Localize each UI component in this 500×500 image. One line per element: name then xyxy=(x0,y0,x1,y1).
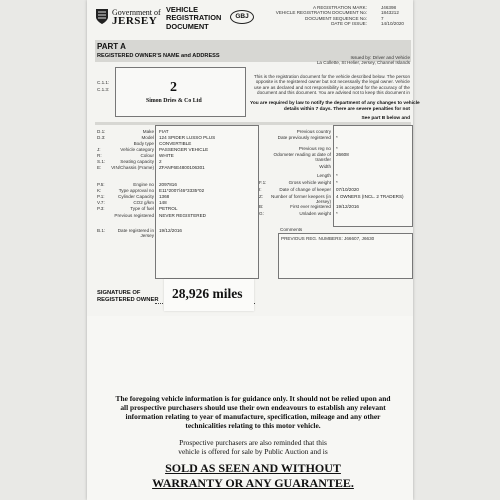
info-line: This is the registration document for the vehicle described below. The person xyxy=(253,74,410,79)
date-of-issue: 14/10/2020 xyxy=(381,21,404,27)
disclaimer-line: The foregoing vehicle information is for guidance only. It should not be relied upon and xyxy=(115,394,391,403)
vehicle-field-label: Model xyxy=(141,135,154,140)
legal-text xyxy=(250,101,420,112)
right-field-label: Gross vehicle weight xyxy=(288,180,331,185)
info-line: document and this document. You are advised not to keep this document in xyxy=(257,90,410,96)
auction-paragraph xyxy=(95,438,411,456)
comments-text: PREVIOUS REG. NUMBERS: J66607, J6630 xyxy=(281,236,375,241)
vehicle-field-value: E11*2007/46*3335*02 xyxy=(159,188,205,193)
right-field-label: First ever registered xyxy=(290,204,331,209)
vehicle-field-code: P.3: xyxy=(97,206,105,211)
vehicle-field-label: Previous registered xyxy=(114,213,154,218)
right-field-label: Number of former keepers (in Jersey) xyxy=(271,194,331,204)
vehicle-field-code: S.1: xyxy=(97,159,106,164)
doc-title-line: VEHICLE xyxy=(166,5,199,14)
c-code: C.1.3: xyxy=(97,87,110,92)
sequence-number: 7 xyxy=(381,15,384,21)
right-field-label: Date previously registered xyxy=(277,135,331,140)
disclaimer-line: all prospective purchasers should use their own endeavours to establish any relevant xyxy=(120,403,386,412)
right-field-value: 4 OWNERS (INCL. 2 TRADERS) xyxy=(336,194,404,199)
vehicle-field-label: Seating capacity xyxy=(120,159,154,164)
right-field-code: F.1: xyxy=(259,180,267,185)
vehicle-field-value: 124 SPIDER LUSSO PLUS xyxy=(159,135,216,140)
legal-line: details within 7 days. There are severe penalties for not xyxy=(283,106,410,112)
jersey-crest-icon xyxy=(95,8,109,25)
vehicle-field-code: V.7: xyxy=(97,200,105,205)
right-field-code: B: xyxy=(259,204,264,209)
right-field-value: * xyxy=(336,146,338,151)
doc-title-line: REGISTRATION xyxy=(166,13,222,23)
right-field-label: Width xyxy=(319,164,331,169)
right-fields-box xyxy=(333,125,413,227)
vehicle-field-code: D.3: xyxy=(97,135,106,140)
gov-line2: JERSEY xyxy=(112,15,158,27)
issued-by xyxy=(300,55,410,66)
country-code: GBJ xyxy=(235,13,249,20)
banner-text: SOLD AS SEEN AND WITHOUT xyxy=(165,461,341,475)
ref-label: DATE OF ISSUE: xyxy=(331,21,367,27)
mileage-text: 28,926 miles xyxy=(172,286,243,301)
ref-labels xyxy=(262,5,367,27)
vehicle-field-value: FIAT xyxy=(159,129,169,134)
right-field-value: 07/10/2020 xyxy=(336,187,359,192)
vehicle-field-value: 2097816 xyxy=(159,182,177,187)
banner-line xyxy=(95,461,411,476)
right-field-label: Date of change of keeper xyxy=(279,187,331,192)
right-field-label: Odometer reading at date of transfer xyxy=(273,152,331,162)
vehicle-field-code: P.1: xyxy=(97,194,105,199)
vehicle-field-value: 2 xyxy=(159,159,162,164)
issuer-address: La Collette, St Helier, Jersey, Channel Islands xyxy=(316,60,410,66)
part-a-title: PART A xyxy=(97,42,126,51)
ref-label: DOCUMENT SEQUENCE No: xyxy=(305,15,367,21)
vehicle-field-label: Colour xyxy=(140,153,154,158)
ref-values xyxy=(381,5,404,27)
disclaimer-line: information relating to year of manufacture, specification, mileage and any other xyxy=(125,412,381,421)
doc-title-line: DOCUMENT xyxy=(166,21,209,31)
vehicle-field-value: 19/12/2016 xyxy=(159,228,182,233)
right-field-value: * xyxy=(336,135,338,140)
issued-by-text: Issued by: Driver and Vehicle xyxy=(350,55,410,60)
right-field-label: Length xyxy=(316,173,331,178)
vehicle-field-value: ZFANF6E4800106301 xyxy=(159,165,205,170)
vehicle-field-label: Body type xyxy=(133,141,154,146)
vehicle-field-code: K: xyxy=(97,188,102,193)
legal-line: You are required by law to notify the department of any changes to vehicle xyxy=(250,101,420,106)
info-text xyxy=(250,74,410,96)
vehicle-field-label: Make xyxy=(142,129,154,134)
auction-line: vehicle is offered for sale by Public Auction and is xyxy=(178,447,328,456)
vehicle-field-label: Date registered in Jersey xyxy=(117,228,154,238)
owner-number: 2 xyxy=(170,80,177,95)
vehicle-field-label: Engine no xyxy=(133,182,154,187)
banner-line xyxy=(95,476,411,491)
right-field-label: Previous country xyxy=(296,129,331,134)
banner-text: WARRANTY OR ANY GUARANTEE. xyxy=(152,476,354,490)
right-field-value: 19/12/2016 xyxy=(336,204,359,209)
auction-line: Prospective purchasers are also reminded that this xyxy=(179,438,327,447)
vehicle-field-value: WHITE xyxy=(159,153,174,158)
vehicle-field-label: VIN/Chassis (Frame) xyxy=(111,165,154,170)
gov-line1: Government of xyxy=(112,8,161,17)
signature-label-line: REGISTERED OWNER xyxy=(97,296,159,303)
owner-codes xyxy=(97,79,109,93)
see-part-b: See part B below and xyxy=(361,116,410,121)
right-field-label: Previous reg no xyxy=(298,146,331,151)
vehicle-field-label: Type of fuel xyxy=(130,206,154,211)
document-number: 1843212 xyxy=(381,10,399,16)
signature-label xyxy=(97,290,159,303)
info-line: use are as declared and not responsibility is accepted for the accuracy of the xyxy=(253,84,410,90)
vehicle-field-label: Cylinder Capacity xyxy=(118,194,154,199)
disclaimer-line: technicalities relating to this motor vehicle. xyxy=(185,421,321,430)
signature-label-line: SIGNATURE OF xyxy=(97,290,141,296)
c-code: C.1.1: xyxy=(97,80,110,85)
vehicle-field-value: 1368 xyxy=(159,194,170,199)
right-field-value: 26608 xyxy=(336,152,349,157)
vehicle-field-code: J: xyxy=(97,147,101,152)
owner-box xyxy=(115,67,246,117)
right-field-code: Z: xyxy=(259,194,264,199)
right-field-value: * xyxy=(336,173,338,178)
right-field-value: * xyxy=(336,180,338,185)
part-a-subtitle: REGISTERED OWNER'S NAME and ADDRESS xyxy=(97,53,220,59)
owner-name: Simon Dries & Co Ltd xyxy=(146,98,202,104)
country-code-badge xyxy=(230,10,254,24)
registration-mark: J46398 xyxy=(381,5,397,10)
vehicle-field-value: 148 xyxy=(159,200,167,205)
vehicle-field-code: E: xyxy=(97,165,102,170)
vehicle-field-code: D.1: xyxy=(97,129,106,134)
vehicle-field-label: Vehicle category xyxy=(120,147,154,152)
ref-label: VEHICLE REGISTRATION DOCUMENT No: xyxy=(275,10,367,16)
info-line: opposite is the registered owner but not necessarily the legal owner. Vehicle xyxy=(255,79,410,85)
right-field-label: Unladen weight xyxy=(299,211,331,216)
right-field-value: * xyxy=(336,211,338,216)
right-field-code: I: xyxy=(259,187,262,192)
vehicle-field-value: PASSENGER VEHICLE xyxy=(159,147,209,152)
comments-title: Comments xyxy=(280,227,303,232)
vehicle-field-label: CO2 g/km xyxy=(133,200,154,205)
vehicle-field-code: R: xyxy=(97,153,102,158)
vehicle-field-code: P.5: xyxy=(97,182,105,187)
disclaimer-paragraph xyxy=(95,394,411,430)
vehicle-field-value: PETROL xyxy=(159,206,178,211)
right-field-code: G: xyxy=(259,211,264,216)
vehicle-field-value: NEVER REGISTERED xyxy=(159,213,206,218)
vehicle-field-code: B.1: xyxy=(97,228,106,233)
ref-label: A REGISTRATION MARK: xyxy=(312,5,367,10)
vehicle-field-label: Type approval no xyxy=(118,188,154,193)
doc-title xyxy=(166,6,221,31)
sold-as-seen-banner xyxy=(95,461,411,491)
vehicle-field-value: CONVERTIBLE xyxy=(159,141,192,146)
